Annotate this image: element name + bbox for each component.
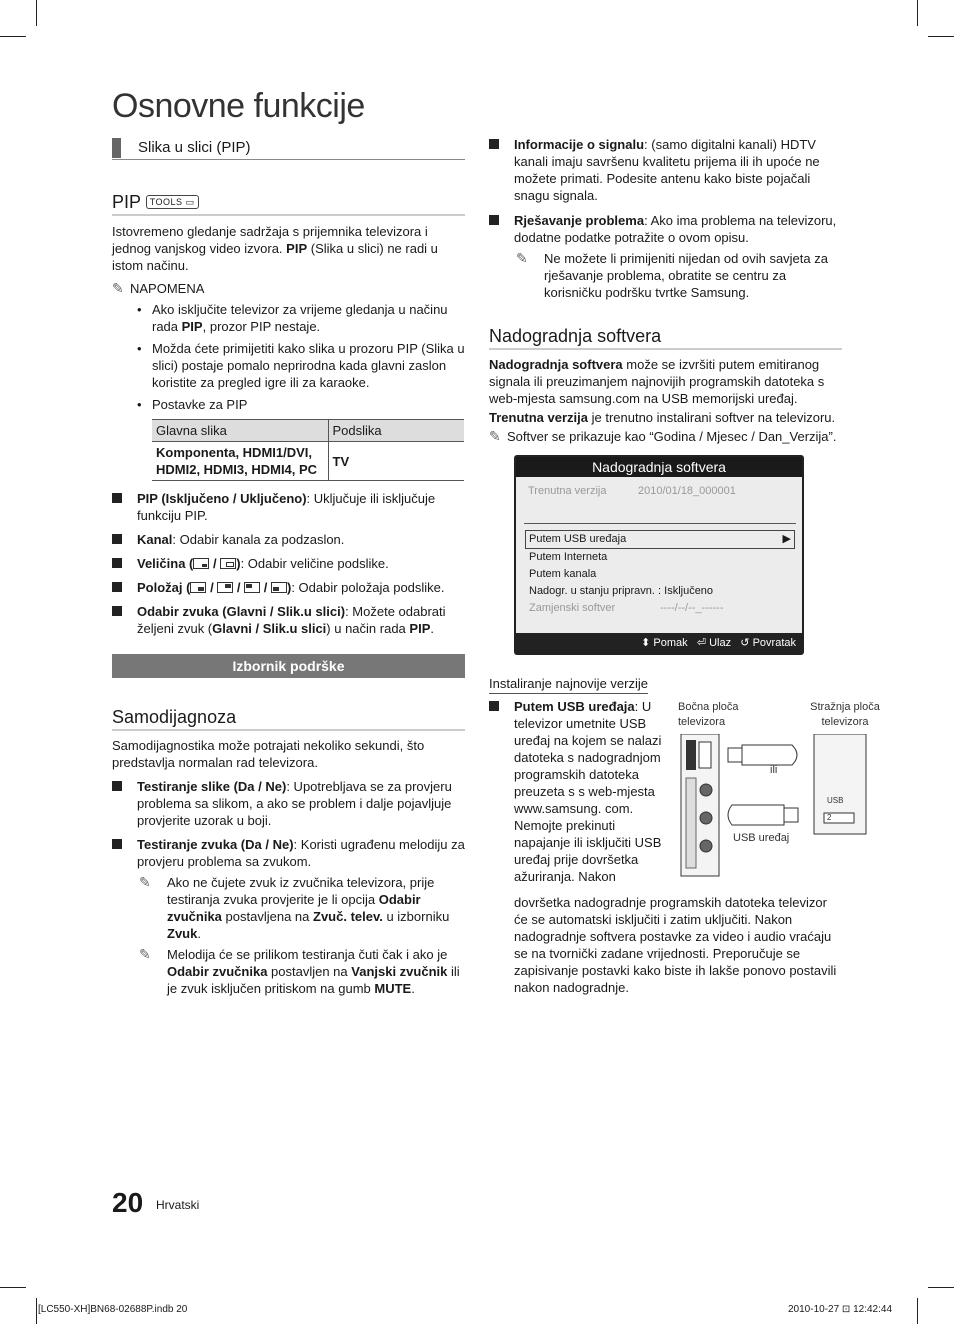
current-version-text	[489, 409, 842, 426]
note-text: Melodija će se prilikom testiranja čuti čak i ako je	[167, 947, 448, 962]
list-item	[137, 340, 465, 391]
return-icon: ↺	[740, 637, 750, 649]
software-upgrade-heading: Nadogradnja softvera	[489, 325, 842, 350]
tools-icon: ▭	[185, 197, 195, 207]
note-text: postavljena na	[221, 909, 313, 924]
item-text: .	[430, 621, 434, 636]
item-text: : (samo digitalni kanali) HDTV kanali imaju savršenu kvalitetu prijema ili ih upoće ne možete primati. Podesite antenu kako biste pojačali snagu signala.	[514, 137, 820, 203]
note-bold: Zvuk	[167, 926, 198, 941]
osd-item-alternative	[516, 600, 724, 617]
right-column	[489, 136, 880, 996]
crop-mark	[36, 0, 37, 26]
pip-intro	[112, 223, 465, 274]
intro-text-2: (Slika u slici) ne radi u istom načinu.	[112, 241, 438, 273]
item-close: )	[236, 556, 241, 571]
note-text: Postavke za PIP	[152, 397, 248, 412]
usb-text-continued: dovršetka nadogradnje programskih datoteka televizor će se automatski isključiti i zatim uključiti. Nakon nadogradnje softvera postavke za video i audio vraćaju se na tvornički zadane vrijednosti. Preporučuje se zapisivanje postavki kako biste ih lakše ponovo postavili nakon nadogradnje.	[514, 895, 837, 995]
section-marker	[112, 138, 121, 158]
list-item	[489, 212, 842, 246]
osd-divider	[524, 523, 796, 524]
crop-mark	[928, 1287, 954, 1288]
pencil-icon: ✎	[112, 280, 124, 296]
item-bold: Testiranje zvuka (Da / Ne)	[137, 837, 294, 852]
item-sep: /	[260, 580, 271, 595]
pip-title: PIP	[112, 192, 141, 212]
note-text: Ne možete li primijeniti nijedan od ovih savjeta za rješavanje problema, obratite se centru za korisničku podršku tvrtke Samsung.	[544, 251, 828, 300]
pip-size-small-icon	[193, 558, 209, 569]
pip-size-large-icon	[220, 558, 236, 569]
pip-position-top-left-icon	[244, 582, 260, 593]
list-item	[112, 531, 465, 548]
table-header: Glavna slika	[152, 420, 328, 442]
note-text: postavljen na	[267, 964, 352, 979]
note-text: , prozor PIP nestaje.	[202, 319, 321, 334]
tools-badge	[146, 195, 199, 209]
list-item	[112, 778, 465, 829]
intro-bold: Trenutna verzija	[489, 410, 588, 425]
osd-item-standby[interactable]: Nadogr. u stanju pripravn. : Isključeno	[529, 585, 714, 597]
item-text: : Odabir veličine podslike.	[240, 556, 389, 571]
usb-device-label: USB uređaj	[733, 832, 790, 844]
note-bold: Odabir zvučnika	[167, 892, 421, 924]
list-item	[137, 301, 465, 335]
item-close: )	[286, 580, 292, 595]
osd-item-label: Putem USB uređaja	[529, 533, 627, 545]
item-text: : Možete odabrati željeni zvuk (	[137, 604, 446, 636]
osd-footer-enter: Ulaz	[709, 637, 732, 649]
intro-text: je trenutno instalirani softver na televizoru.	[587, 410, 836, 425]
pip-settings-table	[152, 419, 464, 481]
pencil-icon: ✎	[139, 946, 151, 962]
list-item	[112, 603, 465, 637]
pip-position-top-right-icon	[217, 582, 233, 593]
item-bold: Informacije o signalu	[514, 137, 645, 152]
crop-mark	[928, 36, 954, 37]
support-menu-bar: Izbornik podrške	[112, 654, 465, 678]
self-diagnosis-heading: Samodijagnoza	[112, 706, 465, 731]
note-bold: Zvuč. telev.	[313, 909, 383, 924]
item-sep: /	[209, 556, 221, 571]
av-jack-icon	[700, 840, 712, 852]
pip-position-bottom-left-icon	[271, 582, 287, 593]
list-item	[112, 579, 465, 596]
item-text: : Uključuje ili isključuje funkciju PIP.	[137, 491, 436, 523]
osd-footer-back: Povratak	[752, 637, 796, 649]
item-bold: Položaj (	[137, 580, 191, 595]
osd-footer	[516, 633, 802, 653]
crop-mark	[917, 0, 918, 26]
page-title: Osnovne funkcije	[112, 87, 365, 125]
note-text: u izborniku	[382, 909, 450, 924]
table-cell: TV	[328, 442, 464, 481]
item-text: : Ako ima problema na televizoru, dodatne podatke potražite o ovom opisu.	[514, 213, 837, 245]
item-bold: PIP	[409, 621, 431, 636]
note-bold: Odabir zvučnika	[167, 964, 268, 979]
item-bold: Odabir zvuka (Glavni / Slik.u slici)	[137, 604, 346, 619]
install-section	[489, 675, 842, 694]
usb-plug	[784, 808, 798, 822]
av-jack-icon	[700, 812, 712, 824]
note-label: NAPOMENA	[130, 281, 205, 296]
item-bold: Glavni / Slik.u slici	[212, 621, 327, 636]
item-bold: Testiranje slike (Da / Ne)	[137, 779, 287, 794]
or-label: ili	[770, 764, 778, 776]
item-bold: PIP (Isključeno / Uključeno)	[137, 491, 307, 506]
note-bold: PIP	[181, 319, 203, 334]
item-text: : Odabir položaja podslike.	[291, 580, 445, 595]
osd-label: Trenutna verzija	[528, 485, 607, 497]
table-cell: Komponenta, HDMI1/DVI, HDMI2, HDMI3, HDMI4, PC	[152, 442, 328, 481]
note-text: Ako ne čujete zvuk iz zvučnika televizora, prije testiranja zvuka provjerite je li opcija	[167, 875, 435, 907]
crop-mark	[917, 1298, 918, 1324]
list-item	[489, 136, 842, 204]
list-item	[112, 490, 465, 524]
tools-badge-label: TOOLS	[149, 197, 183, 207]
note-list	[137, 301, 465, 413]
table-header: Podslika	[328, 420, 464, 442]
note-text: Ako isključite televizor za vrijeme gledanja u načinu rada	[152, 302, 448, 334]
osd-title: Nadogradnja softvera	[516, 457, 802, 477]
page-number: 20	[112, 1187, 144, 1218]
osd-body	[516, 477, 802, 633]
section-header	[112, 136, 465, 160]
note-text: .	[197, 926, 201, 941]
av-jack-icon	[700, 784, 712, 796]
note-bold: Vanjski zvučnik	[351, 964, 448, 979]
table-header-row	[152, 420, 464, 442]
pencil-icon: ✎	[489, 428, 501, 444]
note	[137, 946, 465, 997]
print-info-right: 2010-10-27 ⊡ 12:42:44	[788, 1304, 893, 1315]
item-sep: /	[233, 580, 245, 595]
osd-current-version	[516, 477, 802, 500]
item-text: : Koristi ugrađenu melodiju za provjeru problema sa zvukom.	[137, 837, 465, 869]
intro-text: Istovremeno gledanje sadržaja s prijemnika televizora i jednog vanjskog video izvora.	[112, 224, 428, 256]
note-text: Softver se prikazuje kao “Godina / Mjesec / Dan_Verzija”.	[507, 429, 837, 444]
rear-panel-label: Stražnja ploča televizora	[810, 701, 880, 728]
intro-bold: PIP	[286, 241, 308, 256]
note-text: ili je zvuk isključen pritiskom na gumb	[167, 964, 460, 996]
section-title: Slika u slici (PIP)	[138, 139, 251, 156]
list-item	[489, 698, 664, 885]
software-upgrade-intro	[489, 356, 842, 407]
av-label-strip	[686, 778, 696, 868]
item-sep: /	[206, 580, 218, 595]
list-item	[137, 396, 465, 413]
note-text: Možda ćete primijetiti kako slika u prozoru PIP (Slika u slici) postaje pomalo neprirodna kada glavni zaslon koristite za pregled igre ili za karaoke.	[152, 341, 465, 390]
item-text: : Upotrebljava se za provjeru problema sa slikom, a ako se problem i dalje pojavljuje provjerite uzorak u boji.	[137, 779, 452, 828]
usb-stick-bottom	[728, 805, 784, 825]
list-item	[112, 555, 465, 572]
crop-mark	[0, 1287, 26, 1288]
pip-position-bottom-right-icon	[190, 582, 206, 593]
table-row	[152, 442, 464, 481]
item-bold: Rješavanje problema	[514, 213, 645, 228]
side-usb-port	[699, 742, 711, 768]
intro-text: može se izvršiti putem emitiranog signala ili preuzimanjem najnovijih programskih datoteka s web-mjesta samsung.com na USB memorijski uređaj.	[489, 357, 825, 406]
version-note	[489, 428, 842, 445]
install-link: Instaliranje najnovije verzije	[489, 675, 648, 694]
osd-value: ----/--/--_------	[660, 602, 724, 614]
item-bold: Kanal	[137, 532, 173, 547]
note	[514, 250, 842, 301]
left-column	[112, 136, 465, 997]
usb2-label: USB 2	[827, 796, 844, 822]
item-bold: Putem USB uređaja	[514, 699, 635, 714]
crop-mark	[0, 36, 26, 37]
print-info-left: [LC550-XH]BN68-02688P.indb 20	[38, 1304, 188, 1315]
usb-port-label-block	[686, 740, 696, 770]
crop-mark	[36, 1298, 37, 1324]
osd-value: 2010/01/18_000001	[638, 485, 736, 497]
item-text: : Odabir kanala za podzaslon.	[172, 532, 345, 547]
item-text: : U televizor umetnite USB uređaj na kojem se nalazi datoteka s nadogradnjom programskih datoteka preuzeta s s web-mjesta www.samsung. com. Nemojte prekinuti napajanje ili isključiti USB uređaj prije dovršetka ažuriranja. Nakon	[514, 699, 662, 884]
osd-item-internet[interactable]: Putem Interneta	[529, 551, 608, 563]
item-bold: Veličina (	[137, 556, 194, 571]
note-bold: MUTE	[374, 981, 412, 996]
osd-item-channel[interactable]: Putem kanala	[529, 568, 597, 580]
osd-footer-move: Pomak	[653, 637, 688, 649]
pip-heading	[112, 191, 465, 216]
intro-bold: Nadogradnja softvera	[489, 357, 623, 372]
software-upgrade-screen	[514, 455, 804, 655]
usb-section	[489, 698, 880, 894]
note-text: .	[411, 981, 415, 996]
note-header	[112, 280, 465, 297]
list-item	[112, 836, 465, 870]
pencil-icon: ✎	[139, 874, 151, 890]
note	[137, 874, 465, 942]
enter-icon: ⏎	[696, 637, 707, 649]
osd-label: Zamjenski softver	[529, 602, 616, 614]
arrow-right-icon: ▶	[782, 533, 791, 545]
side-panel-label: Bočna ploča televizora	[678, 701, 739, 728]
pencil-icon: ✎	[516, 250, 528, 266]
usb-plug	[728, 748, 742, 762]
item-text: ) u način rada	[326, 621, 410, 636]
self-diagnosis-intro: Samodijagnostika može potrajati nekoliko sekundi, što predstavlja normalan rad televizora.	[112, 738, 425, 770]
move-icon: ⬍	[641, 637, 651, 649]
language-label: Hrvatski	[156, 1198, 200, 1212]
osd-item-usb[interactable]	[525, 530, 795, 549]
